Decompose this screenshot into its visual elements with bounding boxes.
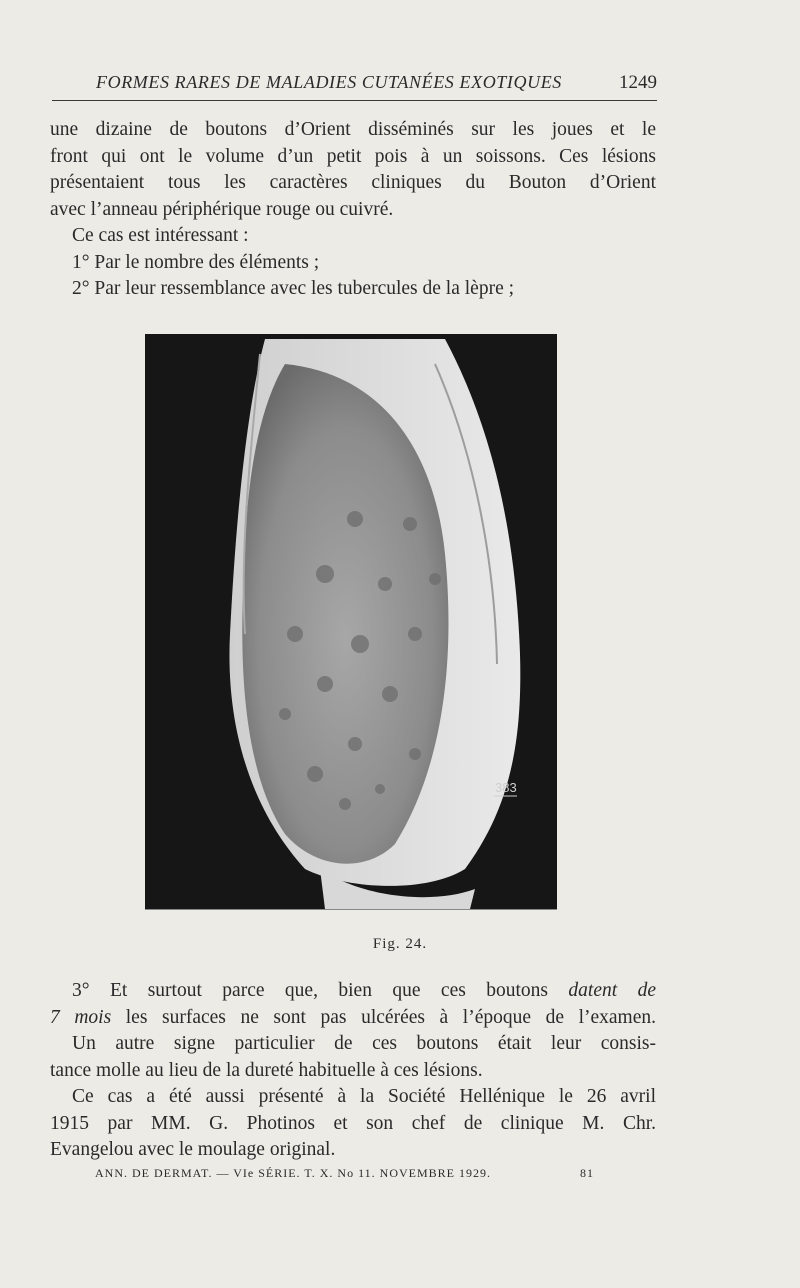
text-line: Evangelou avec le moulage original. xyxy=(50,1139,336,1160)
moulage-number: 383 xyxy=(495,780,517,795)
text-line: une dizaine de boutons d’Orient disséminés sur les joues et le xyxy=(50,119,656,140)
intro-paragraph xyxy=(50,117,656,303)
point-3-paragraph xyxy=(50,978,656,1031)
figure-photograph xyxy=(145,334,557,910)
text-line: 1915 par MM. G. Photinos et son chef de clinique M. Chr. xyxy=(50,1112,656,1134)
running-title: FORMES RARES DE MALADIES CUTANÉES EXOTIQUES xyxy=(96,72,562,92)
text-line: Un autre signe particulier de ces boutons était leur consis- xyxy=(72,1033,656,1054)
page-number: 1249 xyxy=(619,72,657,93)
figure-caption: Fig. 24. xyxy=(372,936,428,952)
text-line: Ce cas a été aussi présenté à la Société Hellénique le 26 avril xyxy=(72,1086,656,1107)
text-line: front qui ont le volume d’un petit pois à un soissons. Ces lésions xyxy=(50,145,656,167)
text-line: présentaient tous les caractères cliniques du Bouton d’Orient xyxy=(50,172,656,193)
paragraph-consistency xyxy=(50,1031,656,1084)
point-1: 1° Par le nombre des éléments ; xyxy=(72,251,320,273)
journal-footer xyxy=(95,1166,605,1181)
text-line: 3° Et surtout parce que, bien que ces boutons datent de xyxy=(72,980,656,1001)
text-line: avec l’anneau périphérique rouge ou cuivré. xyxy=(50,198,394,220)
point-2: 2° Par leur ressemblance avec les tubercules de la lèpre ; xyxy=(72,278,515,299)
paragraph-presentation xyxy=(50,1084,656,1164)
text-line: 7 mois les surfaces ne sont pas ulcérées à l’époque de l’examen. xyxy=(50,1006,656,1028)
running-header xyxy=(52,70,657,101)
text-line: tance molle au lieu de la dureté habituelle à ces lésions. xyxy=(50,1059,483,1081)
interest-intro: Ce cas est intéressant : xyxy=(72,225,249,246)
journal-line: ANN. DE DERMAT. — VIe SÉRIE. T. X. No 11. NOVEMBRE 1929. xyxy=(95,1166,491,1180)
footer-folio: 81 xyxy=(580,1166,594,1180)
